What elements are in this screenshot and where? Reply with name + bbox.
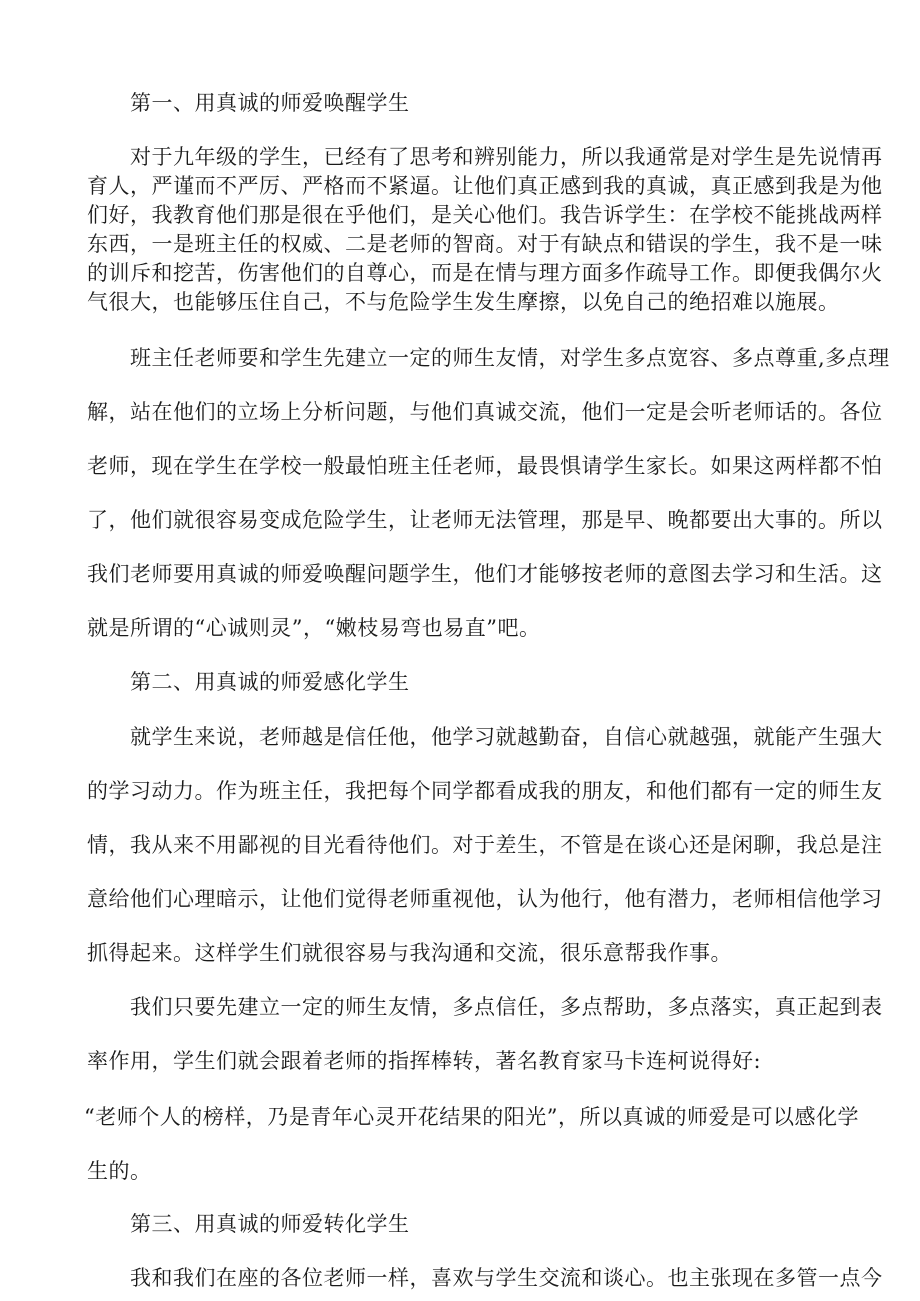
paragraph-4-line-2: 率作用，学生们就会跟着老师的指挥棒转，著名教育家马卡连柯说得好: [87,1049,762,1073]
paragraph-1-line-6: 气很大，也能够压住自己，不与危险学生发生摩擦，以免自己的绝招难以施展。 [87,290,840,314]
paragraph-5-line-2: 生的。 [87,1159,152,1183]
paragraph-6-line-1: 我和我们在座的各位老师一样，喜欢与学生交流和谈心。也主张现在多管一点今 [130,1266,883,1290]
paragraph-1-line-4: 东西，一是班主任的权威、二是老师的智商。对于有缺点和错误的学生，我不是一味 [87,232,883,256]
heading-section-1: 第一、用真诚的师爱唤醒学生 [130,91,410,115]
paragraph-2-line-4: 了，他们就很容易变成危险学生，让老师无法管理，那是早、晚都要出大事的。所以 [87,508,883,532]
paragraph-2-line-5: 我们老师要用真诚的师爱唤醒问题学生，他们才能够按老师的意图去学习和生活。这 [87,562,883,586]
heading-section-2: 第二、用真诚的师爱感化学生 [130,670,410,694]
paragraph-5-line-1: “老师个人的榜样，乃是青年心灵开花结果的阳光”，所以真诚的师爱是可以感化学 [84,1105,859,1129]
paragraph-3-line-3: 情，我从来不用鄙视的目光看待他们。对于差生，不管是在谈心还是闲聊，我总是注 [87,833,883,857]
paragraph-1-line-5: 的训斥和挖苦，伤害他们的自尊心，而是在情与理方面多作疏导工作。即便我偶尔火 [87,261,883,285]
paragraph-1-line-1: 对于九年级的学生，已经有了思考和辨别能力，所以我通常是对学生是先说情再 [130,145,883,169]
paragraph-1-line-2: 育人，严谨而不严厉、严格而不紧逼。让他们真正感到我的真诚，真正感到我是为他 [87,174,883,198]
paragraph-2-line-3: 老师，现在学生在学校一般最怕班主任老师，最畏惧请学生家长。如果这两样都不怕 [87,454,883,478]
paragraph-2-line-2: 解，站在他们的立场上分析问题，与他们真诚交流，他们一定是会听老师话的。各位 [87,400,883,424]
paragraph-4-line-1: 我们只要先建立一定的师生友情，多点信任，多点帮助，多点落实，真正起到表 [130,995,883,1019]
paragraph-3-line-5: 抓得起来。这样学生们就很容易与我沟通和交流，很乐意帮我作事。 [87,941,732,965]
paragraph-1-line-3: 们好，我教育他们那是很在乎他们，是关心他们。我告诉学生：在学校不能挑战两样 [87,203,883,227]
paragraph-3-line-2: 的学习动力。作为班主任，我把每个同学都看成我的朋友，和他们都有一定的师生友 [87,779,883,803]
paragraph-2-line-6: 就是所谓的“心诚则灵”，“嫩枝易弯也易直”吧。 [87,616,541,640]
paragraph-3-line-4: 意给他们心理暗示，让他们觉得老师重视他，认为他行，他有潜力，老师相信他学习 [87,887,883,911]
heading-section-3: 第三、用真诚的师爱转化学生 [130,1212,410,1236]
paragraph-3-line-1: 就学生来说，老师越是信任他，他学习就越勤奋，自信心就越强，就能产生强大 [130,725,883,749]
paragraph-2-line-1: 班主任老师要和学生先建立一定的师生友情，对学生多点宽容、多点尊重,多点理 [130,346,890,370]
